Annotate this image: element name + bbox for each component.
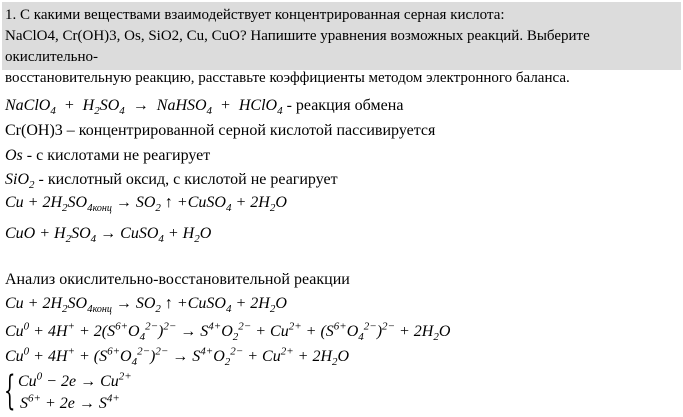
balance-brace: {	[4, 368, 16, 414]
task-line-3: восстановительную реакцию, расставьте коэффициенты методом электронного баланса.	[5, 70, 570, 86]
equation-redox-molecular: $Cu + 2H_2SO_{4конц} \to SO_2$ ↑ +CuSO$_4$ + $2H_2O$	[5, 295, 287, 316]
line-sio2: SiO$_2$ - кислотный оксид, с кислотой не реагирует	[5, 171, 338, 192]
note-os: - с кислотами не реагирует	[22, 147, 211, 164]
equation-cu-h2so4: $Cu + 2H_2SO_{4конц} \to SO_2$ ↑ +CuSO$_4$ + $2H_2O$	[5, 194, 287, 215]
equation-redox-ionic-full: $Cu^0 + 4H^+ + 2(S^{6+}O_4^{2-})^{2-} \to S^{4+}O_2^{2-} + Cu^{2+} + (S^{6+}O_4^{2-})^{2-} + 2H_2O$	[5, 320, 451, 344]
line-os: Os - с кислотами не реагирует	[5, 147, 211, 164]
task-line-2: NaClO4, Cr(OH)3, Os, SiO2, Cu, CuO? Напишите уравнения возможных реакций. Выберите окислительно-	[5, 28, 590, 65]
equation-redox-ionic-short: $Cu^0 + 4H^+ + (S^{6+}O_4^{2-})^{2-} \to S^{4+}O_2^{2-} + Cu^{2+} + 2H_2O$	[5, 345, 350, 369]
note-cr-oh-3: Cr(OH)3 – концентрированной серной кислотой пассивируется	[5, 122, 436, 139]
task-line-1: 1. С какими веществами взаимодействует концентрированная серная кислота:	[5, 7, 505, 23]
half-reaction-oxidation: $Cu^0 - 2e \to Cu^{2+}$	[18, 370, 132, 390]
note-exchange: - реакция обмена	[282, 97, 404, 114]
task-statement	[2, 2, 681, 86]
equation-naclo4: NaClO$_4$ + $H_2SO_4$ → NaHSO$_4$ + HClO$_4$ - реакция обмена	[5, 97, 404, 118]
equation-cuo-h2so4: CuO + $H_2SO_4$ → CuSO$_4$ + $H_2O$	[5, 225, 212, 246]
half-reaction-reduction: $S^{6+} + 2e \to S^{4+}$	[20, 392, 120, 412]
analysis-heading: Анализ окислительно-восстановительной реакции	[5, 271, 350, 288]
note-sio2: - кислотный оксид, с кислотой не реагирует	[34, 171, 338, 188]
